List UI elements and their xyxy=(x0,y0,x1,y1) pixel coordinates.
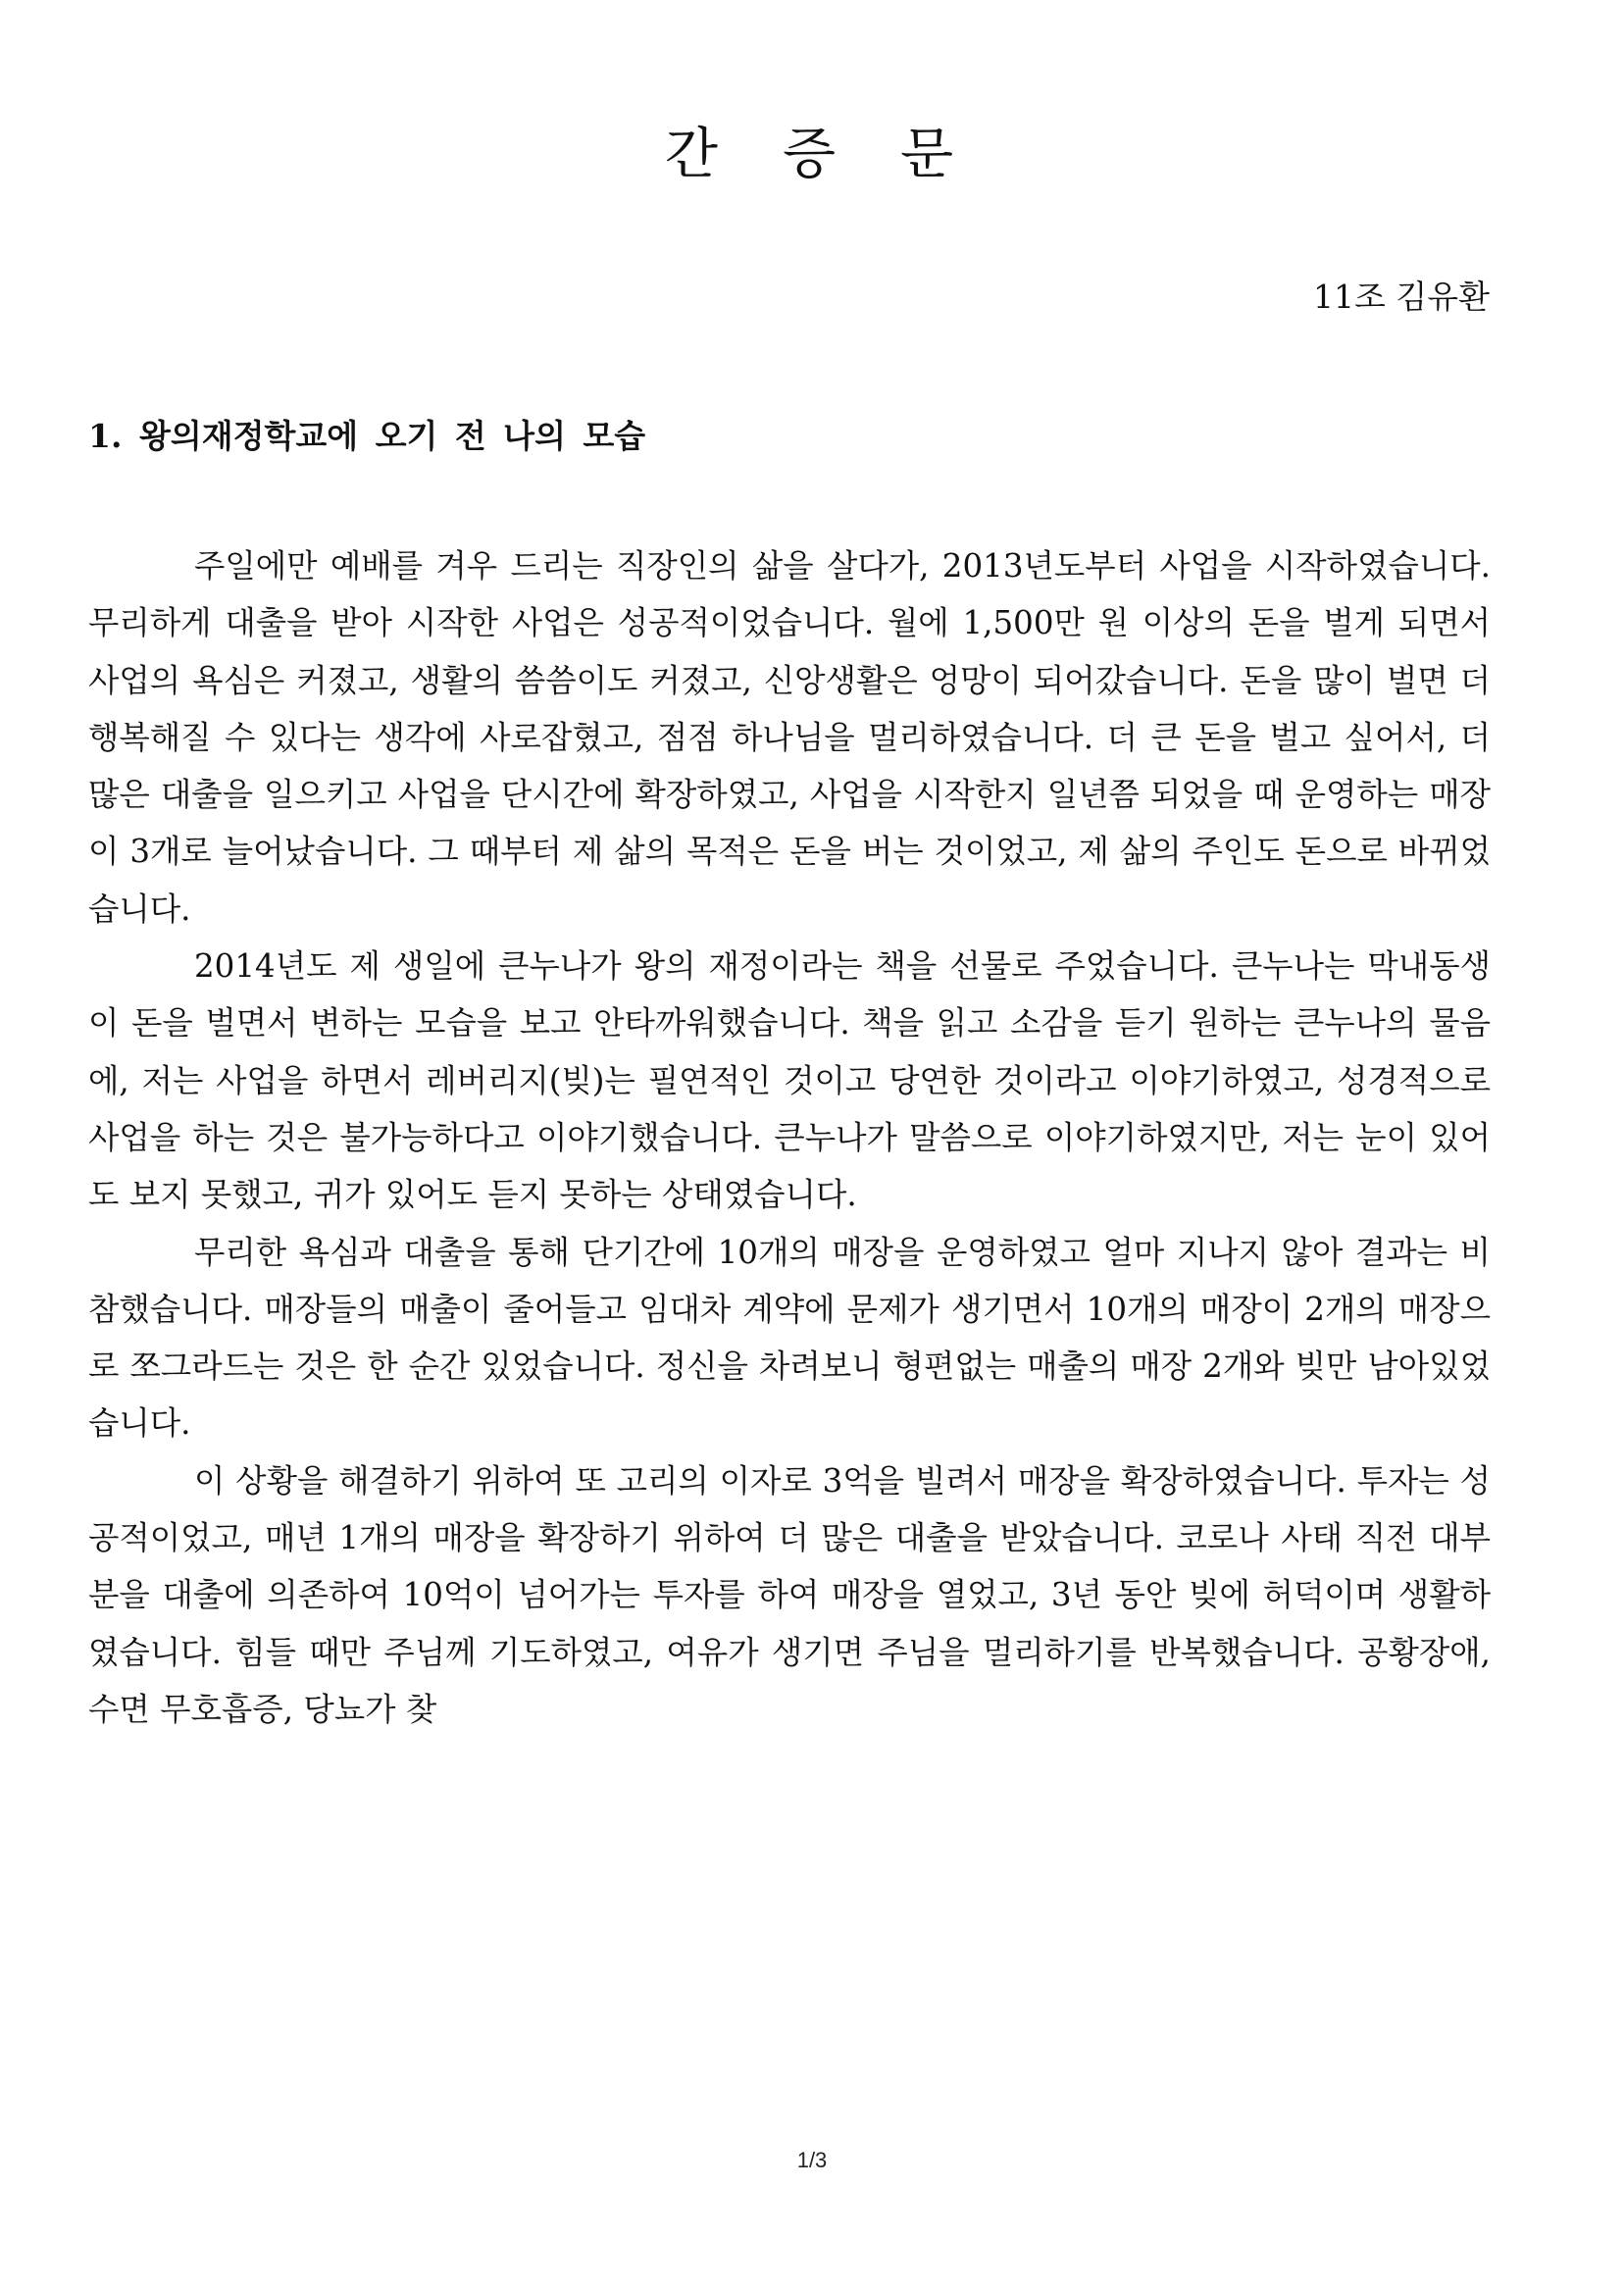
author-line: 11조 김유환 xyxy=(1313,278,1490,316)
title-char: 간 xyxy=(664,123,724,186)
title-char: 증 xyxy=(782,123,842,186)
paragraph: 2014년도 제 생일에 큰누나가 왕의 재정이라는 책을 선물로 주었습니다. 큰누나는 막내동생이 돈을 벌면서 변하는 모습을 보고 안타까워했습니다. 책을 읽고 소감을 듣기 원하는 큰누나의 물음에, 저는 사업을 하면서 레버리지(빚)는 필연적인 것이고 당연한 것이라고 이야기하였고, 성경적으로 사업을 하는 것은 불가능하다고 이야기했습니다. 큰누나가 말씀으로 이야기하였지만, 저는 눈이 있어도 보지 못했고, 귀가 있어도 듣지 못하는 상태였습니다. xyxy=(88,947,1491,1214)
paragraph: 주일에만 예배를 겨우 드리는 직장인의 삶을 살다가, 2013년도부터 사업을 시작하였습니다. 무리하게 대출을 받아 시작한 사업은 성공적이었습니다. 월에 1,500만 원 이상의 돈을 벌게 되면서 사업의 욕심은 커졌고, 생활의 씀씀이도 커졌고, 신앙생활은 엉망이 되어갔습니다. 돈을 많이 벌면 더 행복해질 수 있다는 생각에 사로잡혔고, 점점 하나님을 멀리하였습니다. 더 큰 돈을 벌고 싶어서, 더 많은 대출을 일으키고 사업을 단시간에 확장하였고, 사업을 시작한지 일년쯤 되었을 때 운영하는 매장이 3개로 늘어났습니다. 그 때부터 제 삶의 목적은 돈을 버는 것이었고, 제 삶의 주인도 돈으로 바뀌었습니다. xyxy=(88,547,1491,928)
body-text xyxy=(88,537,1491,1738)
page-number: 1/3 xyxy=(796,2148,828,2172)
section-heading: 1. 왕의재정학교에 오기 전 나의 모습 xyxy=(88,417,646,455)
document-title xyxy=(0,116,1624,194)
title-char: 문 xyxy=(900,123,960,186)
paragraph: 무리한 욕심과 대출을 통해 단기간에 10개의 매장을 운영하였고 얼마 지나지 않아 결과는 비참했습니다. 매장들의 매출이 줄어들고 임대차 계약에 문제가 생기면서 10개의 매장이 2개의 매장으로 쪼그라드는 것은 한 순간 있었습니다. 정신을 차려보니 형편없는 매출의 매장 2개와 빚만 남아있었습니다. xyxy=(88,1233,1491,1443)
paragraph: 이 상황을 해결하기 위하여 또 고리의 이자로 3억을 빌려서 매장을 확장하였습니다. 투자는 성공적이었고, 매년 1개의 매장을 확장하기 위하여 더 많은 대출을 받았습니다. 코로나 사태 직전 대부분을 대출에 의존하여 10억이 넘어가는 투자를 하여 매장을 열었고, 3년 동안 빚에 허덕이며 생활하였습니다. 힘들 때만 주님께 기도하였고, 여유가 생기면 주님을 멀리하기를 반복했습니다. 공황장애, 수면 무호흡증, 당뇨가 찾 xyxy=(88,1461,1491,1728)
